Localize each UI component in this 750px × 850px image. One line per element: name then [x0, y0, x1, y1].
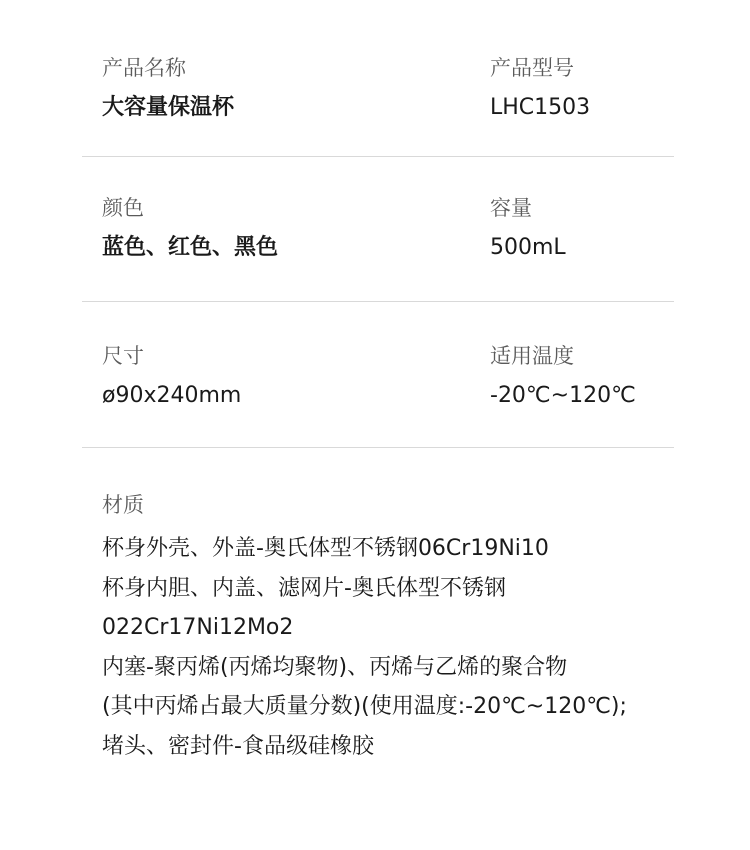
spec-temperature [490, 342, 636, 410]
material-line: 杯身内胆、内盖、滤网片-奥氏体型不锈钢 [102, 575, 506, 601]
spec-label: 颜色 [102, 196, 144, 220]
spec-capacity [490, 194, 566, 262]
spec-label: 容量 [490, 196, 532, 220]
spec-row-size-temperature [82, 342, 674, 422]
spec-value: 蓝色、红色、黑色 [102, 235, 279, 260]
spec-label: 尺寸 [102, 344, 144, 368]
row-divider [82, 447, 674, 448]
material-lines [102, 529, 627, 766]
spec-label: 材质 [102, 493, 144, 517]
row-divider [82, 301, 674, 302]
spec-value: 500mL [490, 235, 566, 260]
spec-value: ø90x240mm [102, 383, 242, 408]
spec-model [490, 54, 590, 122]
spec-label: 适用温度 [490, 344, 574, 368]
spec-row-color-capacity [82, 194, 674, 274]
spec-value: 大容量保温杯 [102, 95, 235, 120]
spec-row-name-model [82, 54, 674, 134]
spec-material [102, 491, 627, 766]
spec-product-name [102, 54, 234, 122]
spec-color [102, 194, 278, 262]
spec-row-material [82, 491, 674, 771]
material-line: 022Cr17Ni12Mo2 [102, 615, 294, 640]
spec-value: -20℃~120℃ [490, 383, 636, 408]
spec-label: 产品型号 [490, 56, 574, 80]
spec-label: 产品名称 [102, 56, 186, 80]
material-line: 内塞-聚丙烯(丙烯均聚物)、丙烯与乙烯的聚合物 [102, 654, 568, 680]
material-line: 杯身外壳、外盖-奥氏体型不锈钢06Cr19Ni10 [102, 536, 549, 561]
spec-value: LHC1503 [490, 95, 591, 120]
material-line: 堵头、密封件-食品级硅橡胶 [102, 733, 374, 759]
material-line: (其中丙烯占最大质量分数)(使用温度:-20℃~120℃); [102, 694, 627, 719]
spec-size [102, 342, 241, 410]
row-divider [82, 156, 674, 157]
